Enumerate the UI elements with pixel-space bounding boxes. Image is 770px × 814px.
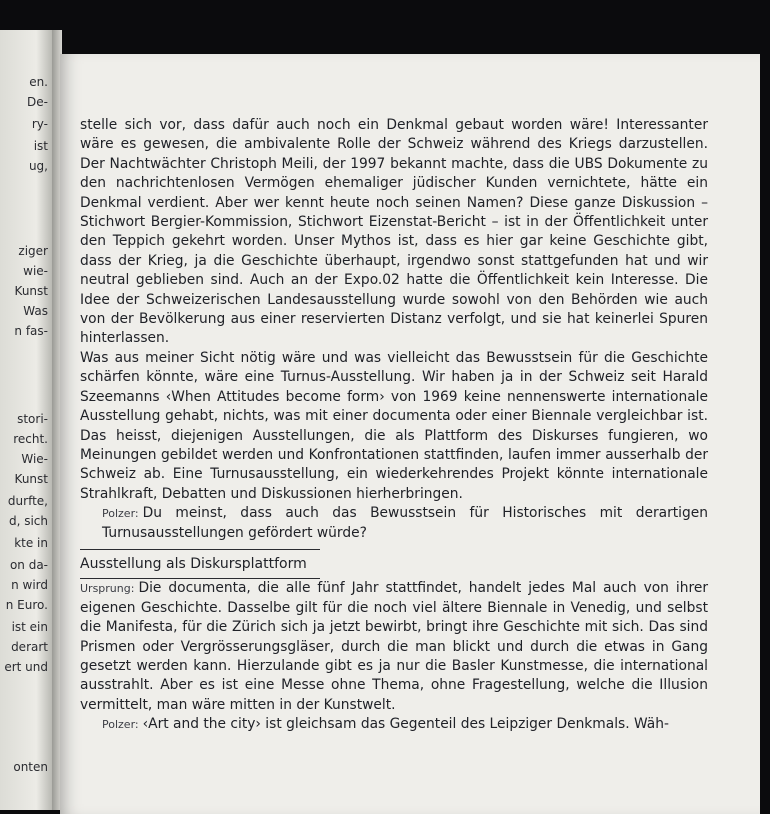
question-polzer xyxy=(80,504,708,543)
question-text: Du meinst, dass auch das Bewusstsein für Historisches mit derartigen Turnusausstellungen gefördert würde? xyxy=(102,505,708,541)
left-page-fragment: ist xyxy=(33,139,48,153)
page-text xyxy=(80,116,708,735)
left-page-edge xyxy=(0,30,52,810)
section-heading: Ausstellung als Diskursplattform xyxy=(80,555,307,572)
speaker-label: Polzer: xyxy=(102,507,139,521)
question-polzer-2 xyxy=(80,715,708,734)
left-page-fragment: ziger xyxy=(18,244,48,258)
answer-text: Die documenta, die alle fünf Jahr stattfindet, handelt jedes Mal auch von ihrer eigenen Geschichte. Dasselbe gilt für die noch viel ältere Biennale in Venedig, und selbst die Manifesta, für die Zürich sich ja jetzt bewirbt, bringt ihre Geschichte mit sich. Das sind Prismen oder Vergrösserungsgläser, durch die man blickt und durch die etwas in Gang gesetzt werden kann. Hierzulande gibt es ja nur die Basler Kunstmesse, die international ausstrahlt. Aber es ist eine Messe ohne Thema, ohne Fragestellung, welche die Illusion vermittelt, man wäre mitten in der Kunstwelt. xyxy=(80,580,708,713)
left-page-fragment: derart xyxy=(11,640,48,654)
left-page-fragment: recht. xyxy=(13,432,48,446)
left-page-fragment: kte in xyxy=(14,536,48,550)
left-page-fragment: Kunst xyxy=(14,472,48,486)
left-page-fragment: ry- xyxy=(31,117,48,131)
left-page-fragment: stori- xyxy=(17,412,48,426)
left-page-fragment: ug, xyxy=(28,159,48,173)
left-page-fragment: De- xyxy=(27,95,48,109)
left-page-fragment: d, sich xyxy=(8,514,48,528)
left-page-fragment: Wie- xyxy=(21,452,48,466)
left-page-fragment: ist ein xyxy=(11,620,48,634)
left-page-fragment: n Euro. xyxy=(5,598,48,612)
speaker-label: Polzer: xyxy=(102,718,139,732)
left-page-fragment: onten xyxy=(13,760,48,774)
left-page-fragment: Was xyxy=(23,304,48,318)
left-page-fragment: en. xyxy=(29,75,48,89)
left-page-fragment: on da- xyxy=(9,558,48,572)
heading-rule-top xyxy=(80,549,320,550)
left-page-fragment: durfte, xyxy=(7,494,48,508)
right-page xyxy=(60,54,760,814)
left-page-fragment: n wird xyxy=(11,578,48,592)
speaker-label: Ursprung: xyxy=(80,582,135,596)
question-text: ‹Art and the city› ist gleichsam das Gegenteil des Leipziger Denkmals. Wäh- xyxy=(142,716,669,733)
paragraph-2: Was aus meiner Sicht nötig wäre und was vielleicht das Bewusstsein für die Geschichte schärfen könnte, wäre eine Turnus-Ausstellung. Wir haben ja in der Schweiz seit Harald Szeemanns ‹When Attitudes become form› von 1969 keine nennenswerte internationale Ausstellung gehabt, nichts, was mit einer documenta oder einer Biennale vergleichbar ist. Das heisst, diejenigen Ausstellungen, die als Plattform des Diskurses fungieren, wo Meinungen gebildet werden und Konfrontationen stattfinden, laufen immer ausserhalb der Schweiz ab. Eine Turnusausstellung, ein wiederkehrendes Projekt könnte internationale Strahlkraft, Debatten und Diskussionen hierherbringen. xyxy=(80,349,708,502)
left-page-fragment: wie- xyxy=(23,264,48,278)
left-page-fragment: ert und xyxy=(4,660,48,674)
left-page-fragment: n fas- xyxy=(14,324,48,338)
answer-ursprung xyxy=(80,579,708,715)
left-page-fragment: Kunst xyxy=(14,284,48,298)
paragraph-1: stelle sich vor, dass dafür auch noch ein Denkmal gebaut worden wäre! Interessanter wäre es gewesen, die ambivalente Rolle der Schweiz während des Kriegs darzustellen. Der Nachtwächter Christoph Meili, der 1997 bekannt machte, dass die UBS Dokumente zu den nachrichtenlosen Vermögen ehemaliger jüdischer Kunden vernichtete, hätte ein Denkmal verdient. Aber wer kennt heute noch seinen Namen? Diese ganze Diskussion – Stichwort Bergier-Kommission, Stichwort Eizenstat-Bericht – ist in der Öffentlichkeit unter den Teppich gekehrt worden. Unser Mythos ist, dass es hier gar keine Geschichte gibt, dass der Krieg, ja die Geschichte überhaupt, irgendwo sonst stattgefunden hat und wir neutral geblieben sind. Auch an der Expo.02 hatte die Öffentlichkeit kein Interesse. Die Idee der Schweizerischen Landesausstellung wurde sowohl von den Behörden wie auch von der Bevölkerung aus einer reservierten Distanz verfolgt, und sie hat keinerlei Spuren hinterlassen. xyxy=(80,117,708,347)
